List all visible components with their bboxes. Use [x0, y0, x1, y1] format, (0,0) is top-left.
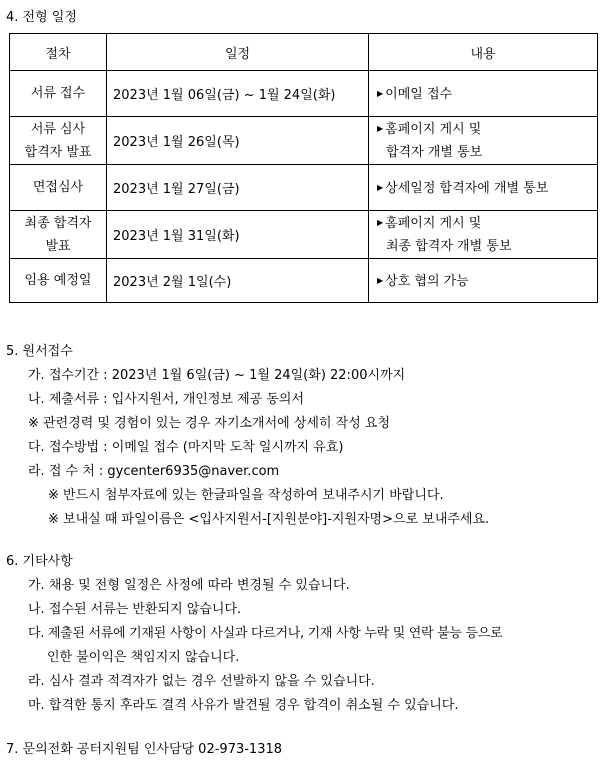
step-cell [10, 165, 107, 211]
desc-text: 상호 협의 가능 [385, 273, 469, 289]
info-note: ※ 보내실 때 파일이름은 <입사지원서-[지원분야]-지원자명>으로 보내주세요. [48, 512, 490, 527]
step-cell [10, 117, 107, 165]
schedule-header-row [10, 34, 598, 71]
info-note: ※ 관련경력 및 경험이 있는 경우 자기소개서에 상세히 작성 요청 [28, 416, 391, 431]
header-desc: 내용 [369, 34, 598, 71]
step-label: 합격자 발표 [24, 144, 92, 160]
step-cell [10, 259, 107, 303]
step-cell [10, 71, 107, 117]
section-6-title: 6. 기타사항 [6, 554, 73, 569]
info-line: 라. 심사 결과 적격자가 없는 경우 선발하지 않을 수 있습니다. [28, 674, 375, 689]
desc-text: 최종 합격자 개별 통보 [386, 239, 512, 254]
desc-text: 상세일정 합격자에 개별 통보 [385, 180, 549, 196]
date-cell: 2023년 1월 31일(화) [107, 211, 369, 259]
schedule-row [10, 211, 598, 259]
schedule-row [10, 259, 598, 303]
info-line: 다. 제출된 서류에 기재된 사항이 사실과 다르거나, 기재 사항 누락 및 연락 불능 등으로 [28, 626, 503, 641]
bullet-icon: ▶ [377, 218, 384, 227]
desc-cell [369, 117, 598, 165]
desc-text: 합격자 개별 통보 [386, 145, 483, 160]
desc-text: 홈페이지 게시 및 [385, 216, 482, 231]
info-line-continued: 인한 불이익은 책임지지 않습니다. [47, 650, 240, 665]
info-line: 다. 접수방법 : 이메일 접수 (마지막 도착 일시까지 유효) [28, 440, 344, 455]
desc-cell [369, 165, 598, 211]
step-label: 서류 접수 [30, 86, 86, 101]
step-label: 서류 심사 [30, 121, 86, 137]
section-7-title: 7. 문의전화 공터지원팀 인사담당 02-973-1318 [6, 742, 283, 757]
desc-cell [369, 211, 598, 259]
bullet-icon: ▶ [377, 88, 384, 98]
date-cell: 2023년 1월 27일(금) [107, 165, 369, 211]
info-line: 가. 채용 및 전형 일정은 사정에 따라 변경될 수 있습니다. [28, 578, 350, 593]
bullet-icon: ▶ [377, 182, 384, 192]
desc-text: 이메일 접수 [385, 86, 453, 102]
info-note: ※ 반드시 첨부자료에 있는 한글파일을 작성하여 보내주시기 바랍니다. [48, 488, 444, 503]
schedule-table [9, 33, 598, 303]
date-cell: 2023년 2월 1일(수) [107, 259, 369, 303]
date-cell: 2023년 1월 06일(금) ~ 1월 24일(화) [107, 71, 369, 117]
schedule-row [10, 165, 598, 211]
desc-text: 홈페이지 게시 및 [385, 122, 482, 137]
bullet-icon: ▶ [377, 275, 384, 285]
header-date: 일정 [107, 34, 369, 71]
header-step: 절차 [10, 34, 107, 71]
step-label: 면접심사 [32, 180, 84, 195]
info-line: 라. 접 수 처 : gycenter6935@naver.com [28, 464, 280, 479]
info-line: 가. 접수기간 : 2023년 1월 6일(금) ~ 1월 24일(화) 22:00시까지 [28, 368, 406, 383]
step-label: 임용 예정일 [24, 273, 92, 288]
step-label: 최종 합격자 [24, 215, 92, 231]
section-5-title: 5. 원서접수 [6, 344, 73, 359]
schedule-row [10, 117, 598, 165]
desc-cell [369, 71, 598, 117]
desc-cell [369, 259, 598, 303]
section-4-title: 4. 전형 일정 [6, 10, 77, 25]
info-line: 마. 합격한 통지 후라도 결격 사유가 발견될 경우 합격이 취소될 수 있습니다. [28, 698, 459, 713]
schedule-row [10, 71, 598, 117]
info-line: 나. 제출서류 : 입사지원서, 개인정보 제공 동의서 [28, 392, 305, 407]
info-line: 나. 접수된 서류는 반환되지 않습니다. [28, 602, 242, 617]
bullet-icon: ▶ [377, 124, 384, 133]
step-label: 발표 [45, 238, 71, 254]
date-cell: 2023년 1월 26일(목) [107, 117, 369, 165]
step-cell [10, 211, 107, 259]
